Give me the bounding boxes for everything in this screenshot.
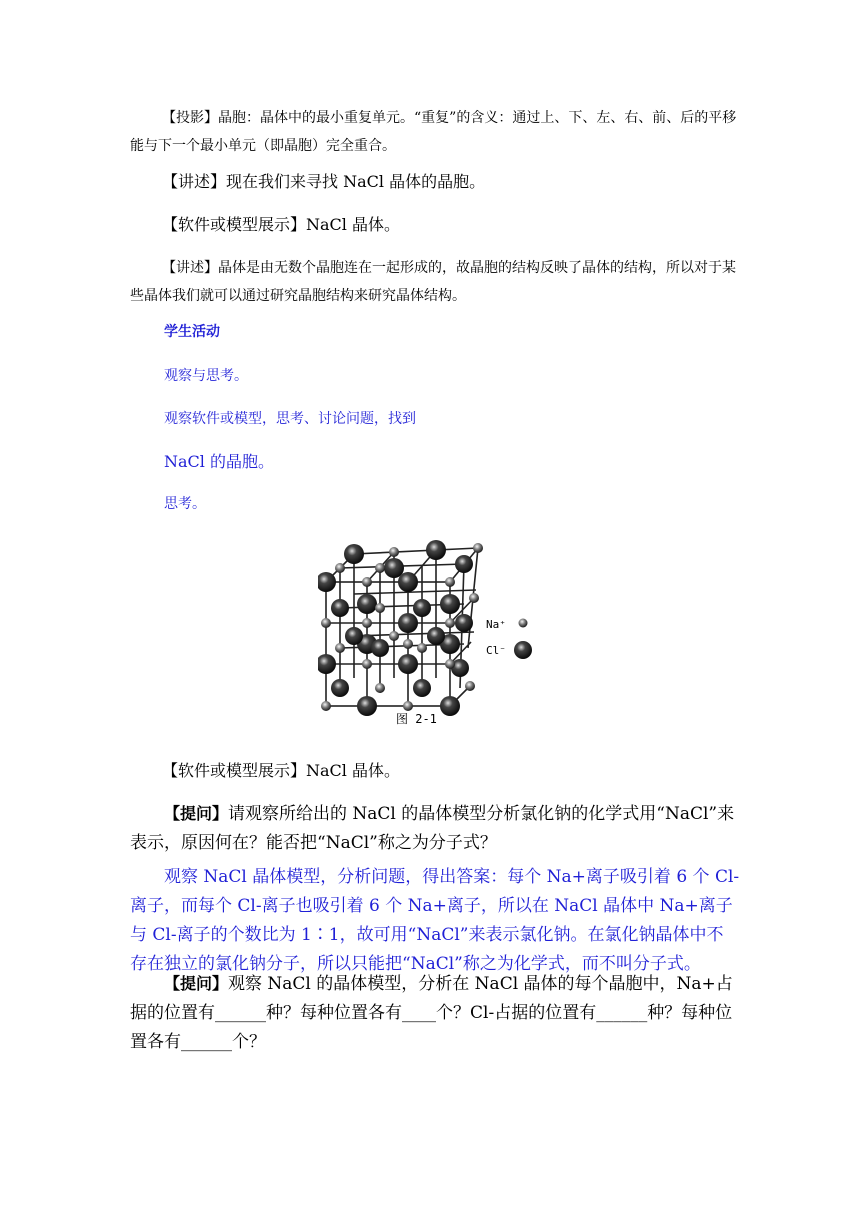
nacl-cell-text: NaCl 的晶胞。	[164, 452, 274, 471]
nacl-crystal-figure	[318, 538, 538, 733]
legend-na-marker	[519, 619, 528, 628]
figure-caption: 图 2-1	[396, 712, 437, 726]
observe-think-text: 观察与思考。	[164, 368, 248, 384]
question-2-tag: 【提问】	[164, 974, 229, 993]
question-2-text: 观察 NaCl 的晶体模型，分析在 NaCl 晶体的每个晶胞中，Na+占据的位置有______种？每种位置各有____个？Cl-占据的位置有______种？每种位置各有______个？	[130, 974, 733, 1052]
legend-cl-marker	[514, 641, 532, 659]
paragraph-narration-1: 【讲述】现在我们来寻找 NaCl 晶体的晶胞。	[162, 172, 486, 191]
legend-na-label: Na⁺	[486, 618, 506, 631]
legend-cl-label: Cl⁻	[486, 644, 506, 657]
question-1-tag: 【提问】	[164, 804, 229, 823]
paragraph-projection: 【投影】晶胞：晶体中的最小重复单元。“重复”的含义：通过上、下、左、右、前、后的平移能与下一个最小单元（即晶胞）完全重合。	[130, 110, 737, 154]
paragraph-model-display-2: 【软件或模型展示】NaCl 晶体。	[162, 761, 400, 780]
paragraph-question-1	[130, 799, 740, 858]
observe-software-text: 观察软件或模型，思考、讨论问题，找到	[164, 411, 416, 427]
question-1-text: 请观察所给出的 NaCl 的晶体模型分析氯化钠的化学式用“NaCl”来表示，原因何在？能否把“NaCl”称之为分子式？	[130, 804, 735, 853]
think-text: 思考。	[164, 496, 206, 512]
paragraph-model-display-1: 【软件或模型展示】NaCl 晶体。	[162, 215, 400, 234]
student-activity-heading: 学生活动	[164, 324, 220, 340]
paragraph-answer: 观察 NaCl 晶体模型，分析问题，得出答案：每个 Na+离子吸引着 6 个 Cl-离子，而每个 Cl-离子也吸引着 6 个 Na+离子，所以在 NaCl 晶体中 Na+离子与 Cl-离子的个数比为 1∶1，故可用“NaCl”来表示氯化钠。在氯化钠晶体中不存在独立的氯化钠分子，所以只能把“NaCl”称之为化学式，而不叫分子式。	[130, 867, 740, 974]
paragraph-narration-2: 【讲述】晶体是由无数个晶胞连在一起形成的，故晶胞的结构反映了晶体的结构，所以对于某些晶体我们就可以通过研究晶胞结构来研究晶体结构。	[130, 260, 736, 304]
paragraph-question-2	[130, 969, 740, 1057]
